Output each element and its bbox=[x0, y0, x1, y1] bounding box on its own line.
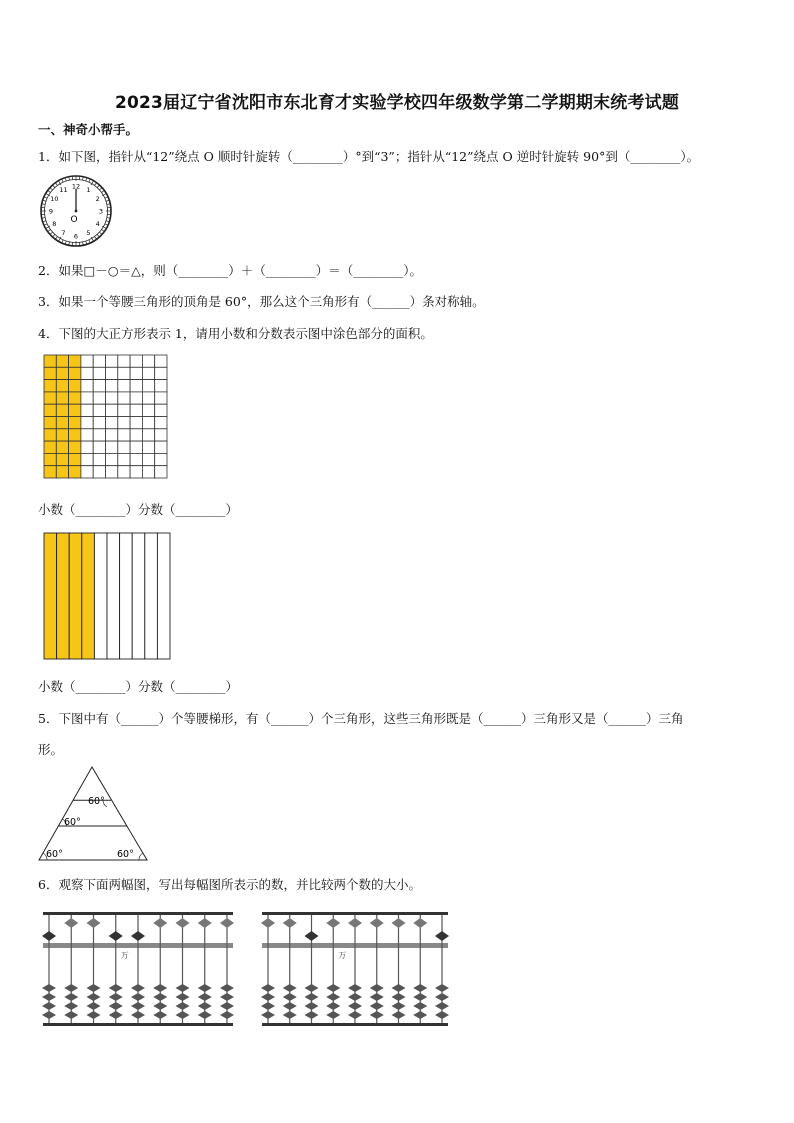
grid-cell bbox=[118, 367, 130, 379]
abacus-lower-bead bbox=[261, 1002, 275, 1010]
grid-cell bbox=[142, 392, 154, 404]
grid-cell bbox=[93, 441, 105, 453]
grid-cell bbox=[93, 429, 105, 441]
grid-cell bbox=[118, 417, 130, 429]
section-heading: 一、神奇小帮手。 bbox=[38, 122, 139, 137]
abacus-lower-bead bbox=[42, 1011, 56, 1019]
abacus-lower-bead bbox=[305, 984, 319, 992]
grid-cell-shaded bbox=[69, 417, 81, 429]
abacus-upper-bead bbox=[435, 931, 449, 941]
grid-cell bbox=[106, 392, 118, 404]
grid-cell bbox=[155, 453, 167, 465]
grid-cell-shaded bbox=[56, 466, 68, 478]
grid-cell bbox=[118, 441, 130, 453]
abacus-lower-bead bbox=[435, 993, 449, 1001]
grid-cell bbox=[130, 417, 142, 429]
abacus-lower-bead bbox=[326, 1002, 340, 1010]
grid-cell-shaded bbox=[69, 367, 81, 379]
grid-cell bbox=[81, 367, 93, 379]
strip-shaded bbox=[82, 533, 95, 659]
grid-cell bbox=[81, 380, 93, 392]
abacus-lower-bead bbox=[370, 993, 384, 1001]
abacus-upper-bead bbox=[413, 918, 427, 928]
grid-cell-shaded bbox=[69, 429, 81, 441]
grid-cell-shaded bbox=[44, 429, 56, 441]
grid-cell bbox=[155, 429, 167, 441]
grid-cell bbox=[155, 441, 167, 453]
grid-cell bbox=[142, 441, 154, 453]
abacus-lower-bead bbox=[326, 1011, 340, 1019]
abacus-lower-bead bbox=[392, 1011, 406, 1019]
abacus-lower-bead bbox=[283, 993, 297, 1001]
grid-cell bbox=[130, 380, 142, 392]
abacus-frame-top bbox=[262, 912, 448, 915]
abacus-lower-bead bbox=[435, 1002, 449, 1010]
abacus-upper-bead bbox=[176, 918, 190, 928]
abacus-lower-bead bbox=[64, 1002, 78, 1010]
abacus-lower-bead bbox=[42, 993, 56, 1001]
grid-cell bbox=[93, 380, 105, 392]
grid-cell-shaded bbox=[69, 380, 81, 392]
clock-number: 2 bbox=[95, 195, 100, 203]
grid-cell bbox=[142, 380, 154, 392]
grid-cell bbox=[142, 417, 154, 429]
abacus-lower-bead bbox=[176, 993, 190, 1001]
grid-cell bbox=[93, 404, 105, 416]
grid-cell-shaded bbox=[69, 441, 81, 453]
abacus-upper-bead bbox=[42, 931, 56, 941]
abacus-lower-bead bbox=[413, 1011, 427, 1019]
grid-cell-shaded bbox=[56, 417, 68, 429]
grid-cell-shaded bbox=[44, 392, 56, 404]
abacus-lower-bead bbox=[153, 1011, 167, 1019]
grid-cell bbox=[130, 355, 142, 367]
abacus-lower-bead bbox=[198, 993, 212, 1001]
abacus-upper-bead bbox=[305, 931, 319, 941]
abacus-place-mark: 万 bbox=[120, 951, 129, 960]
abacus-lower-bead bbox=[64, 1011, 78, 1019]
grid-cell-shaded bbox=[56, 441, 68, 453]
grid-cell-shaded bbox=[56, 355, 68, 367]
clock-number: 5 bbox=[86, 229, 91, 238]
grid-cell-shaded bbox=[44, 367, 56, 379]
strip-shaded bbox=[69, 533, 82, 659]
abacus-upper-bead bbox=[87, 918, 101, 928]
abacus-lower-bead bbox=[131, 984, 145, 992]
strip bbox=[145, 533, 158, 659]
grid-cell bbox=[142, 355, 154, 367]
abacus-lower-bead bbox=[283, 1002, 297, 1010]
question-1: 1．如下图，指针从“12”绕点 O 顺时针旋转（________）°到“3”；指针从“12”绕点 O 逆时针旋转 90°到（________）。 bbox=[38, 149, 700, 164]
abacus-lower-bead bbox=[64, 984, 78, 992]
abacus-lower-bead bbox=[326, 993, 340, 1001]
abacus-upper-bead bbox=[109, 931, 123, 941]
abacus-upper-bead bbox=[392, 918, 406, 928]
abacus-lower-bead bbox=[326, 984, 340, 992]
strip bbox=[94, 533, 107, 659]
grid-cell-shaded bbox=[69, 453, 81, 465]
abacus-lower-bead bbox=[348, 984, 362, 992]
grid-cell bbox=[106, 417, 118, 429]
grid-cell bbox=[106, 404, 118, 416]
clock-number: 11 bbox=[59, 185, 68, 194]
grid-cell bbox=[130, 404, 142, 416]
angle-label: 60° bbox=[117, 849, 134, 860]
grid-cell-shaded bbox=[56, 392, 68, 404]
triangle-figure bbox=[36, 764, 151, 864]
question-5-continued: 形。 bbox=[38, 742, 64, 757]
grid-cell bbox=[81, 392, 93, 404]
grid-cell-shaded bbox=[56, 453, 68, 465]
tenths-strips bbox=[43, 532, 171, 660]
question-2: 2．如果□－○＝△，则（________）＋（________）＝（________）。 bbox=[38, 263, 423, 278]
question-6: 6．观察下面两幅图，写出每幅图所表示的数，并比较两个数的大小。 bbox=[38, 877, 421, 892]
abacus-lower-bead bbox=[198, 1011, 212, 1019]
hundred-grid bbox=[43, 354, 169, 480]
abacus-lower-bead bbox=[261, 1011, 275, 1019]
grid-cell bbox=[142, 429, 154, 441]
abacus-lower-bead bbox=[176, 1002, 190, 1010]
grid-cell bbox=[118, 404, 130, 416]
grid-cell bbox=[93, 355, 105, 367]
abacus-place-mark: 万 bbox=[338, 951, 347, 960]
abacus-lower-bead bbox=[392, 993, 406, 1001]
clock-number: 9 bbox=[48, 207, 54, 216]
angle-label: 60° bbox=[88, 796, 105, 807]
clock-center-label: O bbox=[70, 215, 78, 225]
abacus-lower-bead bbox=[305, 1011, 319, 1019]
abacus-lower-bead bbox=[392, 984, 406, 992]
abacus-lower-bead bbox=[87, 993, 101, 1001]
grid-cell-shaded bbox=[44, 441, 56, 453]
abacus-lower-bead bbox=[109, 984, 123, 992]
clock-number: 6 bbox=[73, 232, 79, 241]
strip-shaded bbox=[44, 533, 57, 659]
abacus-frame-bottom bbox=[43, 1023, 233, 1026]
abacus-lower-bead bbox=[348, 1011, 362, 1019]
abacus-lower-bead bbox=[370, 1011, 384, 1019]
abacus-frame-bottom bbox=[262, 1023, 448, 1026]
abacus-lower-bead bbox=[64, 993, 78, 1001]
grid-cell bbox=[81, 453, 93, 465]
angle-label: 60° bbox=[46, 849, 63, 860]
grid-cell bbox=[106, 441, 118, 453]
grid-cell-shaded bbox=[56, 404, 68, 416]
grid-cell bbox=[93, 392, 105, 404]
abacus-frame-top bbox=[43, 912, 233, 915]
abacus-lower-bead bbox=[435, 984, 449, 992]
abacus-lower-bead bbox=[261, 993, 275, 1001]
grid-cell-shaded bbox=[69, 404, 81, 416]
question-3: 3．如果一个等腰三角形的顶角是 60°，那么这个三角形有（______）条对称轴。 bbox=[38, 294, 485, 309]
abacus-lower-bead bbox=[176, 1011, 190, 1019]
grid-cell bbox=[106, 466, 118, 478]
grid-cell bbox=[118, 355, 130, 367]
question-5: 5．下图中有（______）个等腰梯形，有（______）个三角形，这些三角形既是（______）三角形又是（______）三角 bbox=[38, 711, 684, 726]
grid-cell bbox=[81, 417, 93, 429]
grid-cell bbox=[93, 453, 105, 465]
abacus-lower-bead bbox=[87, 1011, 101, 1019]
grid-cell bbox=[118, 466, 130, 478]
grid-cell-shaded bbox=[69, 392, 81, 404]
abacus-upper-bead bbox=[348, 918, 362, 928]
grid-cell bbox=[81, 466, 93, 478]
abacus-upper-bead bbox=[283, 918, 297, 928]
abacus-lower-bead bbox=[370, 1002, 384, 1010]
grid-cell-shaded bbox=[44, 355, 56, 367]
grid-cell bbox=[106, 367, 118, 379]
grid-cell bbox=[118, 453, 130, 465]
page-title: 2023届辽宁省沈阳市东北育才实验学校四年级数学第二学期期末统考试题 bbox=[114, 93, 680, 113]
clock-figure bbox=[39, 174, 113, 248]
grid-cell bbox=[130, 453, 142, 465]
grid-cell bbox=[81, 404, 93, 416]
abacus-lower-bead bbox=[153, 993, 167, 1001]
grid-cell-shaded bbox=[69, 355, 81, 367]
abacus-left bbox=[43, 912, 233, 1028]
grid-cell bbox=[106, 355, 118, 367]
abacus-lower-bead bbox=[131, 1011, 145, 1019]
abacus-lower-bead bbox=[109, 993, 123, 1001]
grid-cell-shaded bbox=[44, 404, 56, 416]
abacus-lower-bead bbox=[348, 993, 362, 1001]
strip bbox=[157, 533, 170, 659]
abacus-lower-bead bbox=[413, 984, 427, 992]
grid-cell-shaded bbox=[56, 429, 68, 441]
clock-number: 10 bbox=[50, 195, 59, 203]
abacus-lower-bead bbox=[198, 984, 212, 992]
abacus-lower-bead bbox=[109, 1011, 123, 1019]
grid-cell bbox=[142, 404, 154, 416]
abacus-lower-bead bbox=[392, 1002, 406, 1010]
grid-cell bbox=[155, 380, 167, 392]
abacus-lower-bead bbox=[153, 1002, 167, 1010]
grid-cell bbox=[155, 404, 167, 416]
abacus-upper-bead bbox=[64, 918, 78, 928]
abacus-lower-bead bbox=[435, 1011, 449, 1019]
abacus-lower-bead bbox=[413, 1002, 427, 1010]
grid-cell-shaded bbox=[56, 367, 68, 379]
grid-cell bbox=[106, 429, 118, 441]
grid-cell-shaded bbox=[44, 453, 56, 465]
grid-cell bbox=[118, 380, 130, 392]
abacus-lower-bead bbox=[305, 993, 319, 1001]
abacus-lower-bead bbox=[283, 984, 297, 992]
clock-number: 8 bbox=[52, 220, 57, 228]
grid-cell bbox=[155, 417, 167, 429]
grid-cell bbox=[81, 429, 93, 441]
grid-cell-shaded bbox=[44, 380, 56, 392]
grid-cell bbox=[81, 441, 93, 453]
abacus-lower-bead bbox=[348, 1002, 362, 1010]
abacus-lower-bead bbox=[283, 1011, 297, 1019]
abacus-upper-bead bbox=[153, 918, 167, 928]
grid-cell bbox=[142, 453, 154, 465]
grid-cell bbox=[155, 355, 167, 367]
abacus-lower-bead bbox=[261, 984, 275, 992]
grid-cell bbox=[130, 441, 142, 453]
grid-cell-shaded bbox=[44, 417, 56, 429]
abacus-right bbox=[262, 912, 448, 1028]
abacus-lower-bead bbox=[198, 1002, 212, 1010]
clock-number: 1 bbox=[86, 185, 91, 194]
abacus-upper-bead bbox=[131, 931, 145, 941]
question-4: 4．下图的大正方形表示 1，请用小数和分数表示图中涂色部分的面积。 bbox=[38, 326, 433, 341]
strip-shaded bbox=[57, 533, 70, 659]
clock-number: 3 bbox=[98, 207, 104, 216]
grid-cell-shaded bbox=[69, 466, 81, 478]
grid-cell bbox=[142, 466, 154, 478]
abacus-lower-bead bbox=[176, 984, 190, 992]
clock-number: 12 bbox=[71, 182, 81, 191]
abacus-lower-bead bbox=[220, 984, 234, 992]
grid-cell bbox=[118, 392, 130, 404]
grid-cell bbox=[155, 367, 167, 379]
grid-cell bbox=[106, 380, 118, 392]
abacus-lower-bead bbox=[87, 1002, 101, 1010]
grid-cell bbox=[130, 367, 142, 379]
strip bbox=[107, 533, 120, 659]
angle-label: 60° bbox=[64, 817, 81, 828]
clock-number: 7 bbox=[61, 229, 66, 238]
grid-cell bbox=[130, 429, 142, 441]
abacus-upper-bead bbox=[326, 918, 340, 928]
grid-cell bbox=[106, 453, 118, 465]
abacus-lower-bead bbox=[220, 1002, 234, 1010]
abacus-lower-bead bbox=[42, 1002, 56, 1010]
strip bbox=[120, 533, 133, 659]
abacus-lower-bead bbox=[220, 993, 234, 1001]
grid-cell bbox=[118, 429, 130, 441]
abacus-upper-bead bbox=[220, 918, 234, 928]
abacus-lower-bead bbox=[131, 1002, 145, 1010]
strip bbox=[132, 533, 145, 659]
grid-cell bbox=[93, 417, 105, 429]
abacus-lower-bead bbox=[305, 1002, 319, 1010]
grid-cell bbox=[130, 392, 142, 404]
grid-cell bbox=[142, 367, 154, 379]
grid-cell bbox=[155, 392, 167, 404]
grid-cell-shaded bbox=[56, 380, 68, 392]
grid-cell-shaded bbox=[44, 466, 56, 478]
grid-cell bbox=[93, 367, 105, 379]
abacus-upper-bead bbox=[198, 918, 212, 928]
abacus-lower-bead bbox=[109, 1002, 123, 1010]
question-4-answer-a: 小数（________）分数（________） bbox=[38, 502, 239, 517]
abacus-lower-bead bbox=[220, 1011, 234, 1019]
clock-number: 4 bbox=[95, 220, 100, 228]
abacus-lower-bead bbox=[42, 984, 56, 992]
abacus-lower-bead bbox=[153, 984, 167, 992]
abacus-lower-bead bbox=[413, 993, 427, 1001]
grid-cell bbox=[155, 466, 167, 478]
abacus-upper-bead bbox=[370, 918, 384, 928]
abacus-lower-bead bbox=[87, 984, 101, 992]
grid-cell bbox=[81, 355, 93, 367]
question-4-answer-b: 小数（________）分数（________） bbox=[38, 679, 239, 694]
abacus-lower-bead bbox=[131, 993, 145, 1001]
grid-cell bbox=[93, 466, 105, 478]
abacus-lower-bead bbox=[370, 984, 384, 992]
grid-cell bbox=[130, 466, 142, 478]
abacus-upper-bead bbox=[261, 918, 275, 928]
